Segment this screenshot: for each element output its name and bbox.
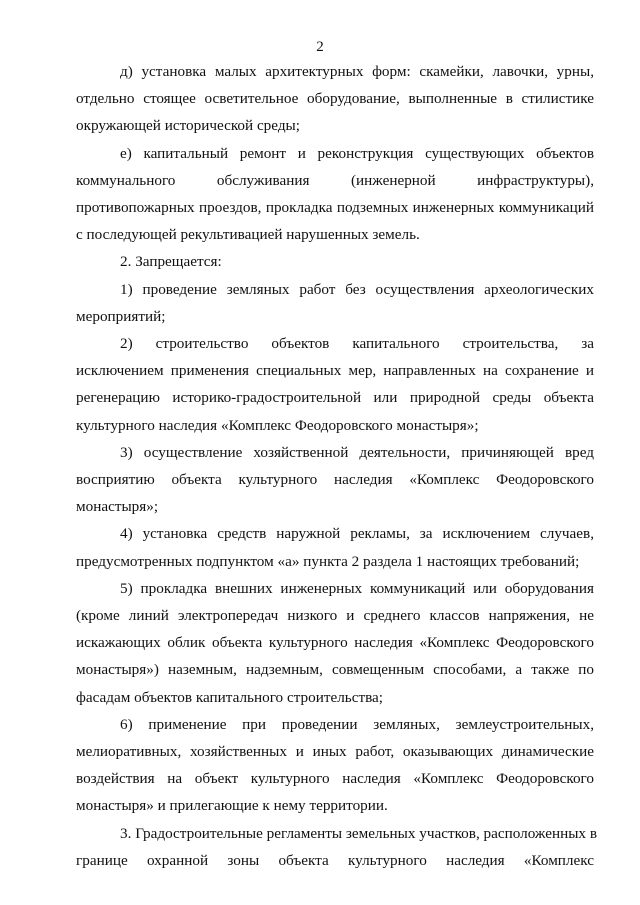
text-line: исключением применения специальных мер, направленных на сохранение и: [76, 362, 594, 380]
text-line: с последующей рекультивацией нарушенных земель.: [76, 226, 420, 244]
text-line: коммунального обслуживания (инженерной инфраструктуры),: [76, 171, 594, 189]
text-line: 5) прокладка внешних инженерных коммуникаций или оборудования: [120, 579, 594, 597]
text-line: культурного наследия «Комплекс Феодоровского монастыря»;: [76, 416, 479, 434]
paragraph-prohibited-3: [76, 439, 594, 521]
text-line: воздействия на объект культурного наследия «Комплекс Феодоровского: [76, 770, 594, 788]
text-line: восприятию объекта культурного наследия «Комплекс Феодоровского: [76, 471, 594, 489]
section-heading-prohibited: [76, 248, 594, 275]
text-line: отдельно стоящее осветительное оборудование, выполненные в стилистике: [76, 90, 594, 108]
text-line: 4) установка средств наружной рекламы, за исключением случаев,: [120, 525, 594, 543]
text-line: монастыря» и прилегающие к нему территории.: [76, 797, 388, 815]
text-line: монастыря»;: [76, 498, 159, 516]
text-line: 3. Градостроительные регламенты земельных участков, расположенных в: [120, 824, 597, 842]
paragraph-prohibited-6: [76, 711, 594, 820]
text-line: мероприятий;: [76, 307, 166, 325]
paragraph-prohibited-5: [76, 575, 594, 711]
document-body: [76, 58, 597, 874]
paragraph-section-3: [76, 820, 597, 874]
text-line: 2) строительство объектов капитального строительства, за: [120, 335, 594, 353]
paragraph-prohibited-1: [76, 276, 594, 330]
text-line: 3) осуществление хозяйственной деятельности, причиняющей вред: [120, 443, 594, 461]
text-line: 2. Запрещается:: [120, 253, 222, 271]
text-line: регенерацию историко-градостроительной или природной среды объекта: [76, 389, 594, 407]
paragraph-item-d: [76, 58, 594, 140]
text-line: мелиоративных, хозяйственных и иных работ, оказывающих динамические: [76, 743, 594, 761]
text-line: монастыря») наземным, надземным, совмещенным способами, а также по: [76, 661, 594, 679]
page-number: 2: [316, 39, 324, 55]
paragraph-prohibited-4: [76, 520, 594, 574]
text-line: искажающих облик объекта культурного наследия «Комплекс Феодоровского: [76, 634, 594, 652]
paragraph-prohibited-2: [76, 330, 594, 439]
text-line: (кроме линий электропередач низкого и среднего классов напряжения, не: [76, 607, 594, 625]
text-line: е) капитальный ремонт и реконструкция существующих объектов: [120, 144, 594, 162]
text-line: д) установка малых архитектурных форм: скамейки, лавочки, урны,: [120, 63, 594, 80]
paragraph-item-e: [76, 140, 594, 249]
text-line: предусмотренных подпунктом «а» пункта 2 раздела 1 настоящих требований;: [76, 552, 580, 570]
text-line: 6) применение при проведении земляных, землеустроительных,: [120, 715, 594, 733]
text-line: 1) проведение земляных работ без осуществления археологических: [120, 280, 594, 298]
text-line: фасадам объектов капитального строительства;: [76, 688, 384, 706]
text-line: границе охранной зоны объекта культурного наследия «Комплекс: [76, 851, 594, 869]
text-line: окружающей исторической среды;: [76, 117, 300, 135]
text-line: противопожарных проездов, прокладка подземных инженерных коммуникаций: [76, 199, 594, 217]
